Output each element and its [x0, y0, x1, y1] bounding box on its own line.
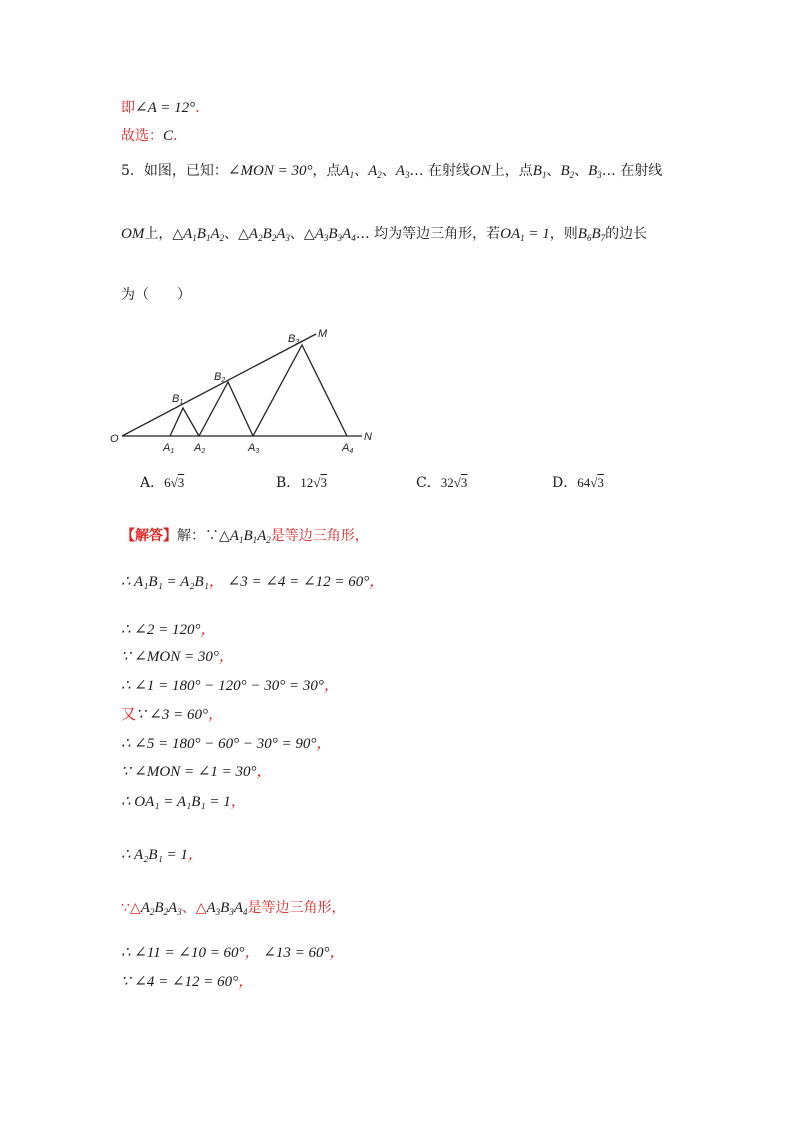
point-a3-sub: 3 — [404, 170, 410, 180]
point-b2 — [560, 163, 574, 179]
option-b-letter: B． — [276, 475, 301, 491]
solution-line-7 — [121, 762, 272, 782]
option-b-rad: 3 — [320, 475, 327, 490]
oa1-sub: 1 — [520, 233, 525, 243]
solution-line-8 — [121, 792, 246, 812]
solution-l11c: ∠13 = 60° — [263, 945, 330, 961]
oa1-letters: OA — [500, 226, 521, 242]
option-c-value: 32√3 — [440, 475, 468, 490]
solution-line-12 — [121, 972, 253, 992]
solution-head-label: 【解答】 — [121, 528, 177, 544]
triangle-3-ref: $A_3B_3A_4$ — [206, 900, 248, 917]
option-b[interactable] — [276, 472, 327, 492]
tri-letter: A — [314, 226, 324, 242]
solution-l7: ∵ ∠MON = ∠1 = 30° — [121, 764, 257, 780]
seg-sub-6: 6 — [586, 233, 592, 243]
point-a1-sub: 1 — [349, 170, 355, 180]
solution-head-text: 解：∵△ — [177, 528, 230, 544]
question-text: 、 — [381, 163, 396, 179]
point-b1-letter: B — [532, 163, 542, 179]
tri-sub: 2 — [258, 233, 263, 243]
prev-line-2 — [121, 126, 177, 146]
seg-letter: B — [577, 226, 587, 242]
solution-l1: ∴ A₁B₁ = A₂B₁ — [121, 574, 209, 590]
point-a2 — [368, 163, 382, 179]
label-a3: A3 — [248, 442, 260, 455]
solution-l5: ∵ ∠3 = 60° — [136, 707, 208, 723]
question-text: 、 — [354, 163, 369, 179]
solution-comma: ， — [230, 794, 246, 810]
option-a-value: 6√3 — [164, 475, 185, 490]
solution-line-9 — [121, 845, 203, 865]
question-text: 、 — [546, 163, 561, 179]
question-line-1 — [121, 161, 662, 185]
prev-line-2-math: C — [163, 128, 174, 144]
option-d[interactable] — [552, 472, 604, 492]
question-text: ，点 — [312, 163, 341, 179]
option-d-coef: 64 — [577, 475, 591, 490]
solution-head-end: 是等边三角形， — [270, 528, 369, 544]
tri-sub: 1 — [205, 233, 211, 243]
tri-sub: 3 — [337, 233, 343, 243]
label-b2: B2 — [214, 371, 226, 384]
solution-comma: ， — [238, 974, 254, 990]
solution-line-2 — [121, 620, 216, 640]
solution-comma: ， — [323, 678, 339, 694]
solution-l12: ∵ ∠4 = ∠12 = 60° — [121, 974, 239, 990]
question-number: 5．如图，已知： — [121, 163, 228, 179]
label-a2: A2 — [194, 442, 206, 455]
tri-letter: B — [328, 226, 338, 242]
solution-l3: ∵ ∠MON = 30° — [121, 649, 219, 665]
solution-comma: ， — [208, 574, 224, 590]
solution-line-10 — [121, 898, 346, 922]
solution-line-3 — [121, 647, 234, 667]
question-text: ，则 — [549, 226, 578, 242]
question-line-3 — [121, 285, 191, 305]
tri-letter: A — [210, 226, 220, 242]
question-angle: ∠MON = 30° — [227, 163, 313, 179]
point-a1 — [340, 163, 354, 179]
solution-comma: ， — [200, 622, 216, 638]
solution-l6: ∴ ∠5 = 180° − 60° − 30° = 90° — [121, 736, 317, 752]
tri-sub: 3 — [323, 233, 329, 243]
ray-om: OM — [121, 226, 145, 242]
tri-sub: 4 — [351, 233, 356, 243]
tri-letter: A — [342, 226, 352, 242]
solution-l8: ∴ OA₁ = A₁B₁ = 1 — [121, 794, 231, 810]
point-a3-letter: A — [395, 163, 405, 179]
prev-line-1-end: . — [195, 100, 200, 116]
point-b3-letter: B — [588, 163, 598, 179]
ray-on: ON — [469, 163, 491, 179]
solution-line-11 — [121, 943, 345, 963]
tri-sub: 2 — [219, 233, 225, 243]
option-d-value: 64√3 — [577, 475, 604, 490]
solution-line-6 — [121, 734, 331, 754]
solution-comma: ， — [187, 847, 203, 863]
prev-line-1-math: ∠A = 12° — [135, 100, 196, 116]
point-b1-sub: 1 — [541, 170, 547, 180]
option-a-coef: 6 — [164, 475, 171, 490]
point-a1-letter: A — [340, 163, 350, 179]
option-a-letter: A． — [140, 475, 165, 491]
question-text: … 均为等边三角形，若 — [355, 226, 501, 242]
option-c-coef: 32 — [440, 475, 454, 490]
solution-comma: ， — [316, 736, 332, 752]
geometry-figure — [110, 320, 400, 460]
question-line-2 — [121, 224, 647, 248]
triangle-2-ref: $A_2B_2A_3$ — [140, 900, 182, 917]
label-b1: B1 — [172, 393, 184, 406]
solution-l2: ∴ ∠2 = 120° — [121, 622, 201, 638]
tri-sub: 3 — [285, 233, 290, 243]
triangle-2-shape — [199, 382, 253, 436]
tri-letter: A — [248, 226, 259, 242]
point-b3 — [588, 163, 602, 179]
tri-letter: B — [196, 226, 206, 242]
tri-letter: B — [262, 226, 272, 242]
solution-comma: ， — [218, 649, 234, 665]
question-text: 、△ — [289, 226, 315, 242]
prev-line-2-end: . — [173, 128, 178, 144]
solution-comma: ， — [256, 764, 272, 780]
point-b1 — [533, 163, 547, 179]
point-b3-sub: 3 — [597, 170, 602, 180]
question-text: 的边长 — [605, 226, 648, 242]
question-text: 、 — [574, 163, 589, 179]
triangle-1-shape — [170, 408, 199, 436]
triangle-1-ref: $A_1B_1A_2$ — [229, 528, 271, 545]
tri-sub: 1 — [192, 233, 197, 243]
label-a1: A1 — [163, 442, 175, 455]
solution-l10c: 是等边三角形， — [247, 900, 346, 916]
tri-letter: A — [183, 226, 193, 242]
option-c[interactable] — [416, 472, 467, 492]
prev-line-2-prefix: 故选： — [121, 128, 163, 144]
label-b3: B3 — [288, 333, 300, 346]
solution-comma: ， — [369, 574, 385, 590]
solution-comma: ， — [329, 945, 345, 961]
point-a2-sub: 2 — [377, 170, 382, 180]
triangle-3-shape — [253, 345, 347, 436]
option-d-letter: D． — [552, 475, 578, 491]
question-text: … 在射线 — [601, 163, 663, 179]
question-text: … 在射线 — [409, 163, 470, 179]
solution-l10a: ∵△ — [121, 900, 141, 916]
solution-comma: ， — [208, 707, 224, 723]
solution-head — [121, 526, 369, 550]
label-o: O — [110, 433, 119, 445]
option-b-value: 12√3 — [300, 475, 327, 490]
solution-line-5 — [121, 705, 223, 725]
tri-letter: A — [276, 226, 286, 242]
question-text: 上，点 — [490, 163, 533, 179]
solution-l9: ∴ A₂B₁ = 1 — [121, 847, 188, 863]
solution-l11: ∴ ∠11 = ∠10 = 60° — [121, 945, 245, 961]
solution-line-4 — [121, 676, 339, 696]
option-d-rad: 3 — [597, 475, 604, 490]
option-a[interactable] — [140, 472, 184, 492]
solution-l4: ∴ ∠1 = 180° − 120° − 30° = 30° — [121, 678, 324, 694]
solution-line-1 — [121, 572, 384, 592]
point-a3 — [396, 163, 410, 179]
label-a4: A4 — [342, 442, 354, 455]
segment-b6b7 — [578, 226, 605, 242]
solution-comma: ， — [244, 945, 260, 961]
solution-l5a: 又 — [121, 707, 137, 723]
tri-sub: 2 — [271, 233, 277, 243]
seg-letter: B — [591, 226, 601, 242]
oa1-expression — [500, 226, 550, 242]
prev-line-1-prefix: 即 — [121, 100, 135, 116]
option-c-letter: C． — [416, 475, 441, 491]
triangle-2 — [249, 226, 290, 242]
point-b2-letter: B — [560, 163, 570, 179]
seg-sub-7: 7 — [600, 233, 606, 243]
question-text: 、△ — [224, 226, 249, 242]
question-text: 为（ ） — [121, 287, 191, 303]
solution-l10b: 、△ — [181, 900, 207, 916]
ray-om-line — [122, 334, 316, 436]
point-b2-sub: 2 — [569, 170, 575, 180]
prev-line-1 — [121, 98, 200, 118]
option-a-rad: 3 — [177, 475, 185, 490]
option-b-coef: 12 — [300, 475, 314, 490]
label-n: N — [364, 431, 372, 443]
triangle-3 — [315, 226, 356, 242]
point-a2-letter: A — [368, 163, 378, 179]
oa1-value: = 1 — [524, 226, 550, 242]
triangle-1 — [183, 226, 224, 242]
option-c-rad: 3 — [460, 475, 468, 490]
solution-l1c: ∠3 = ∠4 = ∠12 = 60° — [227, 574, 370, 590]
label-m: M — [318, 328, 328, 340]
question-text: 上，△ — [144, 226, 184, 242]
